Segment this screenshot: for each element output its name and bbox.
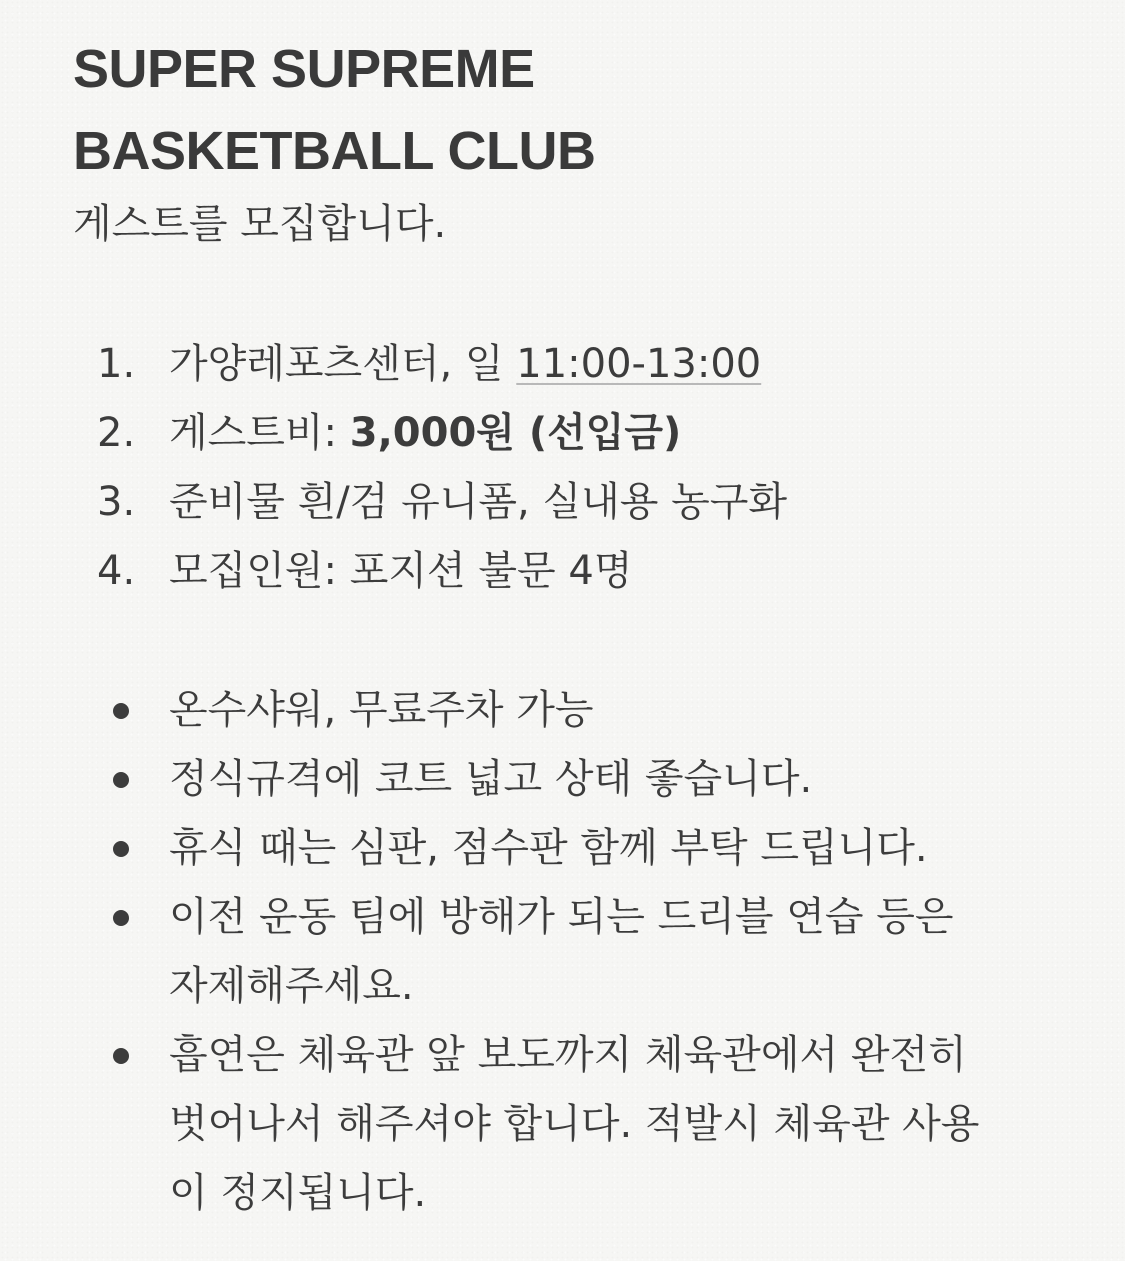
item-number: 3. bbox=[97, 479, 136, 525]
bullet-dot-icon bbox=[113, 703, 129, 719]
bullet-dot-icon bbox=[113, 772, 129, 788]
guest-fee: 3,000원 (선입금) bbox=[349, 410, 682, 456]
bullet-text: 정식규격에 코트 넓고 상태 좋습니다. bbox=[169, 756, 813, 802]
bullet-item bbox=[73, 1021, 1073, 1228]
bullet-item bbox=[73, 814, 1073, 883]
title-line-2: BASKETBALL CLUB bbox=[73, 121, 596, 181]
time-range: 11:00-13:00 bbox=[516, 341, 762, 387]
numbered-item bbox=[73, 330, 1073, 399]
note-document bbox=[73, 28, 1073, 1228]
note-subtitle: 게스트를 모집합니다. bbox=[73, 201, 447, 247]
bullet-item bbox=[73, 676, 1073, 745]
item-text: 가양레포츠센터, 일 bbox=[169, 341, 517, 387]
numbered-item bbox=[73, 399, 1073, 468]
item-text: 준비물 흰/검 유니폼, 실내용 농구화 bbox=[169, 479, 788, 525]
item-text: 모집인원: 포지션 불문 4명 bbox=[169, 548, 633, 594]
item-text: 게스트비: bbox=[169, 410, 350, 456]
item-number: 1. bbox=[97, 341, 136, 387]
title-line-1: SUPER SUPREME bbox=[73, 39, 535, 99]
bullet-text: 온수샤워, 무료주차 가능 bbox=[169, 687, 594, 733]
numbered-item bbox=[73, 468, 1073, 537]
bullet-dot-icon bbox=[113, 841, 129, 857]
item-number: 2. bbox=[97, 410, 136, 456]
item-number: 4. bbox=[97, 548, 136, 594]
bullet-list bbox=[73, 676, 1073, 1228]
bullet-item bbox=[73, 883, 1073, 1021]
bullet-dot-icon bbox=[113, 1048, 129, 1064]
numbered-list bbox=[73, 330, 1073, 606]
bullet-text: 휴식 때는 심판, 점수판 함께 부탁 드립니다. bbox=[169, 825, 928, 871]
note-title bbox=[73, 28, 1073, 192]
numbered-item bbox=[73, 537, 1073, 606]
bullet-text: 흡연은 체육관 앞 보도까지 체육관에서 완전히 벗어나서 해주셔야 합니다. 적발시 체육관 사용 이 정지됩니다. bbox=[169, 1032, 980, 1216]
bullet-text: 이전 운동 팀에 방해가 되는 드리블 연습 등은 자제해주세요. bbox=[169, 894, 954, 1009]
bullet-item bbox=[73, 745, 1073, 814]
bullet-dot-icon bbox=[113, 910, 129, 926]
